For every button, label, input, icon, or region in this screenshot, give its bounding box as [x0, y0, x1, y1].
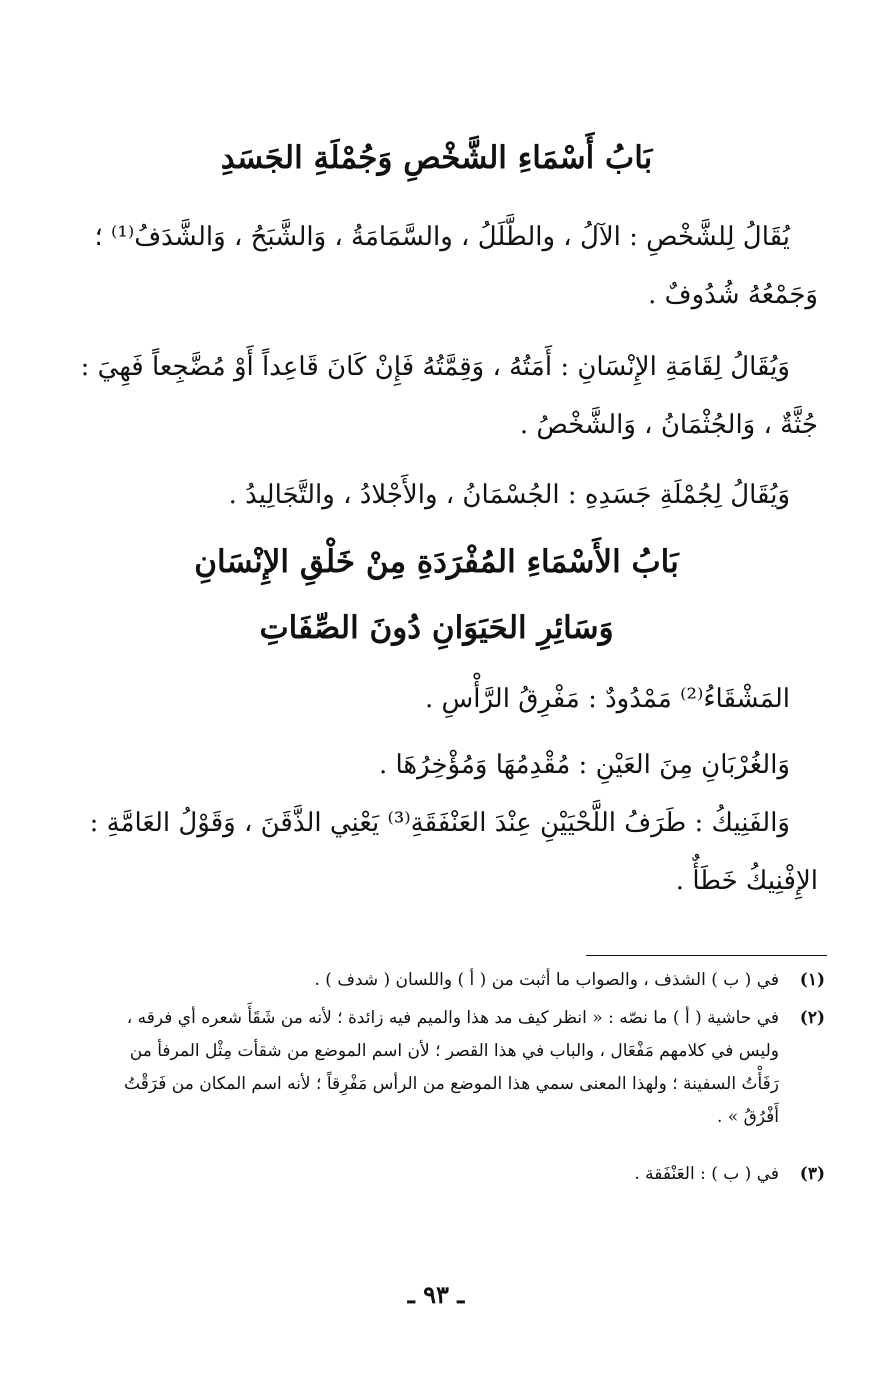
- section-title-single-names-line1: بَابُ الأَسْمَاءِ المُفْرَدَةِ مِنْ خَلْقِ الإِنْسَانِ: [194, 544, 679, 580]
- footnote-line: في ( ب ) : العَنْفَقة .: [634, 1164, 779, 1184]
- footnote-line: أَفْرُقُ » .: [716, 1107, 779, 1127]
- text-line: الإِفْنِيكُ خَطَأٌ .: [675, 866, 818, 896]
- text-line: وَالفَنِيكُ : طَرَفُ اللَّحْيَيْنِ عِنْدَ العَنْفَقَةِ⁽³⁾ يَعْنِي الذَّقَنَ ، وَقَوْلُ العَامَّةِ :: [89, 808, 790, 838]
- paragraph-person-names: [53, 208, 818, 324]
- paragraph-body-names: [53, 466, 818, 524]
- footnote-divider: [586, 955, 827, 956]
- text-line: وَجَمْعُهُ شُدُوفٌ .: [648, 280, 818, 310]
- text-line: المَشْقَاءُ⁽²⁾ مَمْدُودٌ : مَفْرِقُ الرَّأْسِ .: [424, 684, 790, 714]
- footnote-1: [45, 964, 825, 997]
- footnote-2: [45, 1002, 825, 1134]
- footnote-number: (١): [799, 970, 825, 990]
- page-number: ـ ٩٣ ـ: [407, 1280, 465, 1309]
- text-line: وَيُقَالُ لِجُمْلَةِ جَسَدِهِ : الجُسْمَانُ ، والأَجْلادُ ، والتَّجَالِيدُ .: [228, 480, 790, 510]
- text-line: وَالغُرْبَانِ مِنَ العَيْنِ : مُقْدِمُهَا وَمُؤْخِرُهَا .: [378, 750, 790, 780]
- paragraph-ghurban: [53, 736, 818, 794]
- text-line: يُقَالُ لِلشَّخْصِ : الآلُ ، والطَّلَلُ ، والسَّمَامَةُ ، وَالشَّبَحُ ، وَالشَّدَفُ⁽¹⁾ ؛: [94, 222, 790, 252]
- text-line: جُثَّةٌ ، وَالجُثْمَانُ ، وَالشَّخْصُ .: [519, 410, 818, 440]
- footnote-line: في حاشية ( أ ) ما نصّه : « انظر كيف مد هذا والميم فيه زائدة ؛ لأنه من شَقَأَ شعره أي فرقه ،: [126, 1008, 779, 1028]
- section-title-body-names: بَابُ أَسْمَاءِ الشَّخْصِ وَجُمْلَةِ الجَسَدِ: [220, 140, 653, 176]
- footnote-line: في ( ب ) الشذف ، والصواب ما أثبت من ( أ ) واللسان ( شدف ) .: [314, 970, 779, 990]
- footnote-3: [45, 1158, 825, 1191]
- footnote-number: (٣): [799, 1164, 825, 1184]
- footnote-number: (٢): [799, 1008, 825, 1028]
- paragraph-mashqaa: [53, 670, 818, 728]
- paragraph-fanik: [53, 794, 818, 910]
- footnote-line: رَفَأْتُ السفينة ؛ ولهذا المعنى سمي هذا الموضع من الرأس مَفْرِقاً ؛ لأنه اسم المكان من فَرَقْتُ: [124, 1074, 779, 1094]
- section-title-single-names-line2: وَسَائِرِ الحَيَوَانِ دُونَ الصِّفَاتِ: [259, 610, 614, 646]
- text-line: وَيُقَالُ لِقَامَةِ الإِنْسَانِ : أَمَتُهُ ، وَقِمَّتُهُ فَإِنْ كَانَ قَاعِداً أَوْ مُضَّجِعاً فَهِيَ :: [80, 352, 790, 382]
- footnote-line: وليس في كلامهم مَفْعَال ، والباب في هذا القصر ؛ لأن اسم الموضع من شقأت مِثْل المرفأ من: [129, 1041, 779, 1061]
- paragraph-stature-names: [53, 338, 818, 454]
